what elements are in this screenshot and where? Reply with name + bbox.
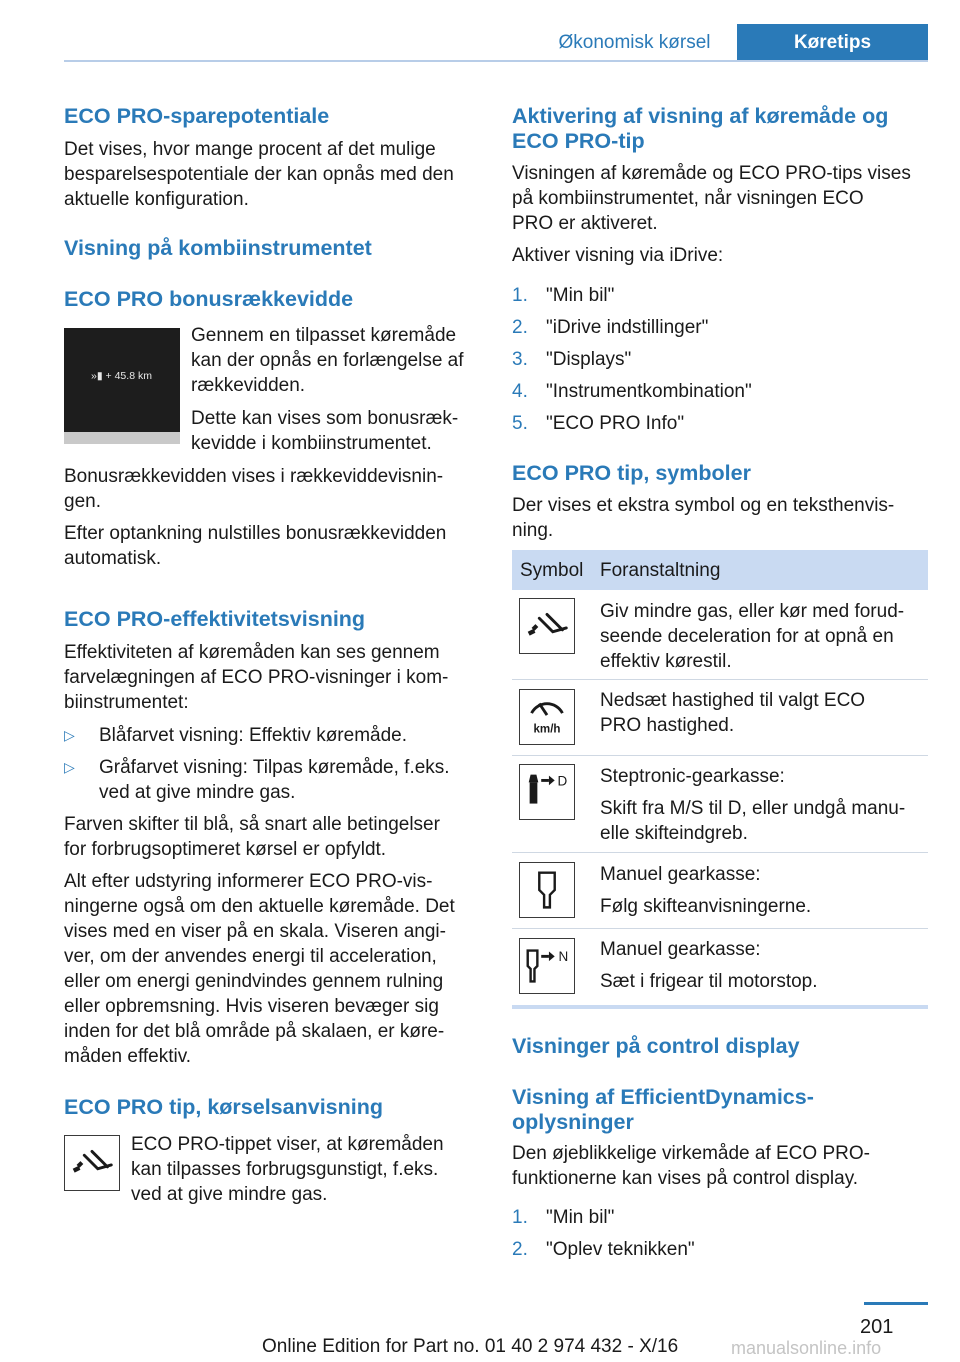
bullet-item-1: Blåfarvet visning: Effektiv køremåde. [99,725,407,746]
bullet-icon: ▷ [64,727,75,743]
heading-visning-kombi: Visning på kombiinstrumentet [64,236,372,260]
para-aktiver-idrive: Aktiver visning via iDrive: [512,245,724,266]
step-number: 4. [512,381,528,402]
bullet-item-2: Gråfarvet visning: Tilpas køremåde, f.eks. ved at give mindre gas. [99,757,450,803]
para-aktivering: Visningen af køremåde og ECO PRO-tips vises på kombiinstrumentet, når visningen ECO PRO er aktiveret. [512,163,911,234]
heading-efficientdynamics: Visning af EfficientDynamics- oplysninger [512,1085,814,1134]
gear-lever-icon [519,862,575,918]
step-number: 1. [512,285,528,306]
menu-step-instrument: "Instrumentkombination" [546,381,752,402]
table-divider [512,679,928,680]
table-bottom-rule [512,1005,928,1009]
step-number: 2. [512,1239,528,1260]
para-bonus-3: Bonusrækkevidden vises i rækkeviddevisnin- gen. [64,466,444,512]
table-divider [512,755,928,756]
para-bonus-2: Dette kan vises som bonusræk- kevidde i kombiinstrumentet. [191,408,459,454]
edition-note: Online Edition for Part no. 01 40 2 974 432 - X/16 [262,1336,679,1357]
fuel-arrows-icon: »▮ [91,370,103,382]
speedometer-kmh-icon [519,689,575,745]
menu-step-idrive: "iDrive indstillinger" [546,317,709,338]
heading-effektivitet: ECO PRO-effektivitetsvisning [64,607,366,631]
step-number: 5. [512,413,528,434]
para-bonus-1: Gennem en tilpasset køremåde kan der opnås en forlængelse af rækkevidden. [191,325,464,396]
para-bonus-4: Efter optankning nulstilles bonusrækkevidden automatisk. [64,523,447,569]
table-row-text: Giv mindre gas, eller kør med forud- seende deceleration for at opnå en effektiv kørestil. [600,601,905,672]
gear-lever-n-icon [519,938,575,994]
menu-step-ecopro: "ECO PRO Info" [546,413,685,434]
svg-text:N: N [558,949,569,965]
watermark: manualsonline.info [731,1338,882,1358]
tab-section[interactable]: Økonomisk kørsel [558,32,711,53]
menu-step-oplev: "Oplev teknikken" [546,1239,695,1260]
para-farve: Farven skifter til blå, så snart alle betingelser for forbrugsoptimeret kørsel er opfyldt. [64,814,440,860]
para-sparepotentiale: Det vises, hvor mange procent af det mulige besparelsespotentiale der kan opnås med den aktuelle konfiguration. [64,139,454,210]
menu-step-min-bil-2: "Min bil" [546,1207,615,1228]
step-number: 3. [512,349,528,370]
header-rule [64,60,928,62]
table-row-text: Steptronic-gearkasse: Skift fra M/S til D, eller undgå manu- elle skifteindgreb. [600,766,906,844]
para-efficientdynamics: Den øjeblikkelige virkemåde af ECO PRO- funktionerne kan vises på control display. [512,1143,870,1189]
table-row-text: Manuel gearkasse: Følg skifteanvisningerne. [600,864,812,917]
page-number: 201 [860,1316,894,1338]
tab-active[interactable]: Køretips [737,24,928,62]
svg-text:D: D [557,773,568,789]
table-divider [512,928,928,929]
heading-control-display: Visninger på control display [512,1034,800,1058]
dashboard-readout: »▮ + 45.8 km [91,370,152,382]
col-header-action: Foranstaltning [600,560,721,581]
table-divider [512,852,928,853]
pedal-icon [64,1135,120,1191]
para-korselsanvisning: ECO PRO-tippet viser, at køremåden kan tilpasses forbrugsgunstigt, f.eks. ved at give mindre gas. [131,1134,444,1205]
step-number: 2. [512,317,528,338]
heading-bonusraekkevidde: ECO PRO bonusrækkevidde [64,287,354,311]
table-row-text: Manuel gearkasse: Sæt i frigear til motorstop. [600,939,818,992]
para-symboler: Der vises et ekstra symbol og en teksthenvis- ning. [512,495,895,541]
col-header-symbol: Symbol [520,560,584,581]
footer-rule [864,1302,928,1305]
table-row-text: Nedsæt hastighed til valgt ECO PRO hastighed. [600,690,866,736]
menu-step-min-bil: "Min bil" [546,285,615,306]
heading-symboler: ECO PRO tip, symboler [512,461,751,485]
para-viser: Alt efter udstyring informerer ECO PRO-vis- ningerne også om den aktuelle køremåde. Det vises med en viser på en skala. Viseren angi- ver, om der anvendes energi til acceleration, eller om energi genindvindes gennem rulning eller opbremsning. Hvis viseren bevæger sig inden for det blå område på skalaen, er køre- måden effektiv. [64,871,455,1067]
dashboard-image [64,328,180,444]
bullet-icon: ▷ [64,759,75,775]
table-header [512,550,928,590]
heading-korselsanvisning: ECO PRO tip, kørselsanvisning [64,1095,383,1119]
menu-step-displays: "Displays" [546,349,632,370]
heading-sparepotentiale: ECO PRO-sparepotentiale [64,104,330,128]
pedal-icon [519,598,575,654]
svg-text:km/h: km/h [533,723,561,736]
heading-aktivering: Aktivering af visning af køremåde og ECO PRO-tip [512,104,889,153]
step-number: 1. [512,1207,528,1228]
gear-lever-d-icon [519,764,575,820]
para-effektivitet: Effektiviteten af køremåden kan ses gennem farvelægningen af ECO PRO-visninger i kom- biinstrumentet: [64,642,449,713]
